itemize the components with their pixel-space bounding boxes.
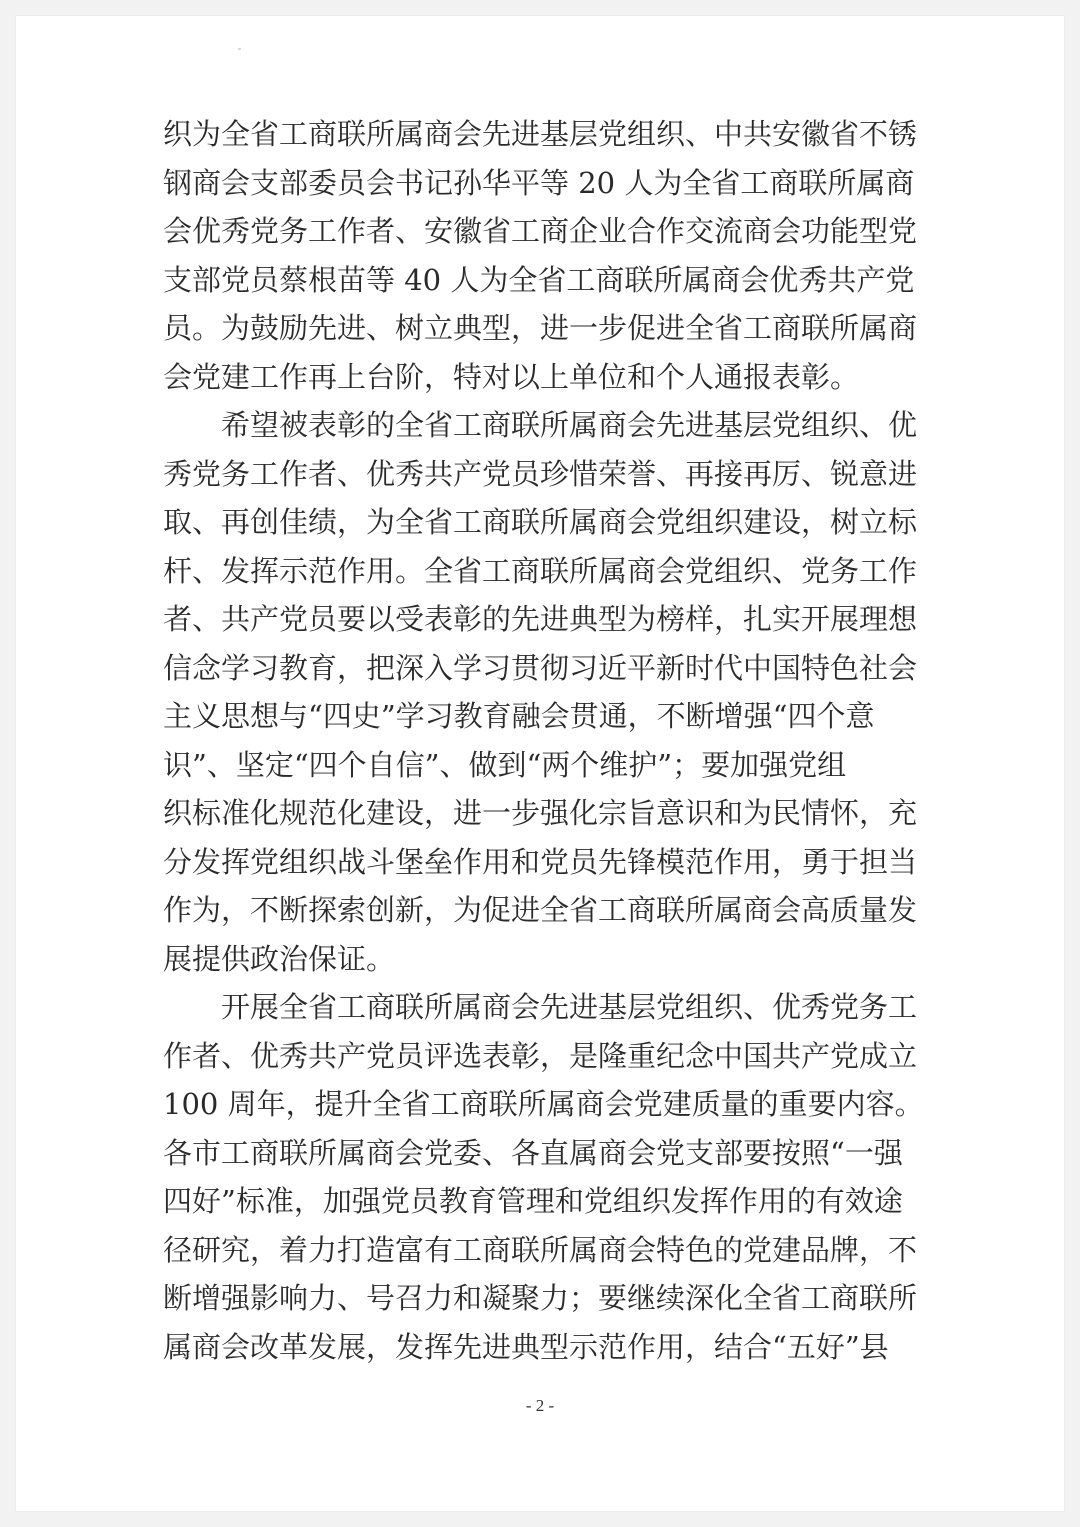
text-line: 秀党务工作者、优秀共产党员珍惜荣誉、再接再厉、锐意进 bbox=[163, 456, 918, 491]
text-line: 者、共产党员要以受表彰的先进典型为榜样，扎实开展理想 bbox=[163, 602, 918, 636]
text-line: 取、再创佳绩，为全省工商联所属商会党组织建设，树立标 bbox=[163, 505, 918, 539]
text-line: 断增强影响力、号召力和凝聚力；要继续深化全省工商联所 bbox=[163, 1281, 918, 1315]
text-line: 会党建工作再上台阶，特对以上单位和个人通报表彰。 bbox=[163, 359, 860, 394]
text-line: 各市工商联所属商会党委、各直属商会党支部要按照“一强 bbox=[163, 1135, 903, 1170]
text-line: 开展全省工商联所属商会先进基层党组织、优秀党务工 bbox=[163, 990, 918, 1024]
text-line: 支部党员蔡根苗等 40 人为全省工商联所属商会优秀共产党 bbox=[163, 262, 915, 297]
text-line: 钢商会支部委员会书记孙华平等 20 人为全省工商联所属商 bbox=[163, 165, 915, 200]
text-line: 希望被表彰的全省工商联所属商会先进基层党组织、优 bbox=[163, 408, 918, 442]
text-line: 员。为鼓励先进、树立典型，进一步促进全省工商联所属商 bbox=[163, 311, 918, 345]
page-number: - 2 - bbox=[525, 1396, 555, 1415]
text-line: 织标准化规范化建设，进一步强化宗旨意识和为民情怀，充 bbox=[163, 796, 918, 830]
scan-speck bbox=[238, 48, 241, 50]
text-line: 主义思想与“四史”学习教育融会贯通，不断增强“四个意 bbox=[163, 699, 875, 733]
text-line: 100 周年，提升全省工商联所属商会党建质量的重要内容。 bbox=[163, 1087, 924, 1121]
text-line: 织为全省工商联所属商会先进基层党组织、中共安徽省不锈 bbox=[163, 117, 918, 151]
text-line: 信念学习教育，把深入学习贯彻习近平新时代中国特色社会 bbox=[163, 650, 918, 685]
text-line: 径研究，着力打造富有工商联所属商会特色的党建品牌，不 bbox=[163, 1232, 918, 1267]
text-line: 作为，不断探索创新，为促进全省工商联所属商会高质量发 bbox=[163, 893, 918, 927]
text-line: 分发挥党组织战斗堡垒作用和党员先锋模范作用，勇于担当 bbox=[163, 844, 918, 879]
text-line: 会优秀党务工作者、安徽省工商企业合作交流商会功能型党 bbox=[163, 214, 918, 248]
document-body bbox=[163, 110, 923, 1371]
text-line: 作者、优秀共产党员评选表彰，是隆重纪念中国共产党成立 bbox=[163, 1038, 918, 1073]
text-line: 属商会改革发展，发挥先进典型示范作用，结合“五好”县 bbox=[163, 1329, 889, 1364]
text-line: 四好”标准，加强党员教育管理和党组织发挥作用的有效途 bbox=[163, 1184, 903, 1218]
text-line: 识”、坚定“四个自信”、做到“两个维护”；要加强党组 bbox=[163, 747, 847, 782]
text-line: 展提供政治保证。 bbox=[163, 941, 396, 976]
text-line: 杆、发挥示范作用。全省工商联所属商会党组织、党务工作 bbox=[163, 553, 918, 588]
